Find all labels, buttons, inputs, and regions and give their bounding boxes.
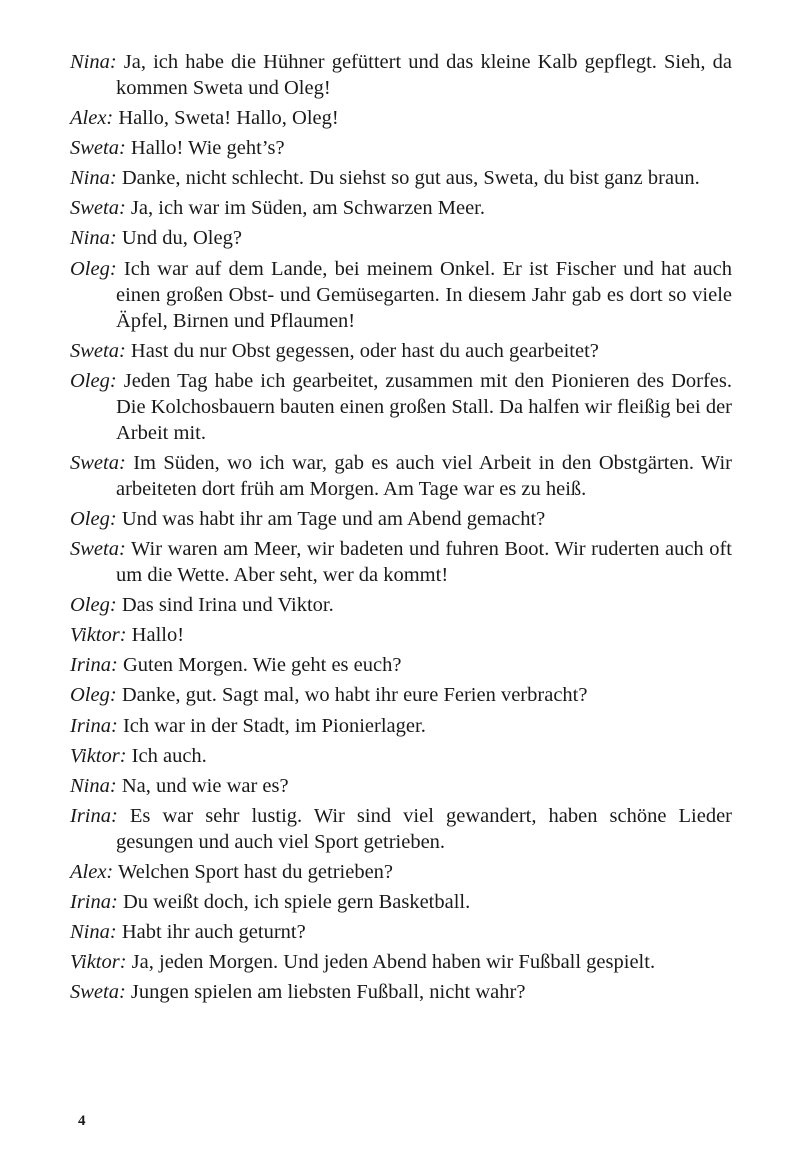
- line-text: Es war sehr lustig. Wir sind viel gewandert, haben schöne Lieder gesungen und auch viel Sport getrieben.: [116, 804, 733, 853]
- line-text: Habt ihr auch geturnt?: [121, 921, 306, 944]
- line-text: Ja, ich habe die Hühner gefüttert und das kleine Kalb gepflegt. Sieh, da kommen Sweta und Oleg!: [116, 51, 732, 99]
- speaker-name: Nina:: [70, 227, 117, 250]
- speaker-name: Viktor:: [70, 624, 127, 647]
- line-text: Hallo! Wie geht’s?: [130, 137, 285, 160]
- dialogue-line: [70, 682, 732, 708]
- line-text: Ich war auf dem Lande, bei meinem Onkel. Er ist Fischer und hat auch einen großen Obst- und Gemüsegarten. In diesem Jahr gab es dort so viele Äpfel, Birnen und Pflaumen!: [116, 257, 732, 332]
- line-text: Jungen spielen am liebsten Fußball, nicht wahr?: [130, 981, 526, 1004]
- line-text: Ich war in der Stadt, im Pionierlager.: [122, 714, 426, 737]
- speaker-name: Viktor:: [70, 744, 127, 767]
- line-text: Jeden Tag habe ich gearbeitet, zusammen mit den Pionieren des Dorfes. Die Kolchosbauern bauten einen großen Stall. Da halfen wir fleißig bei der Arbeit mit.: [116, 369, 732, 444]
- speaker-name: Sweta:: [70, 339, 126, 362]
- line-text: Und was habt ihr am Tage und am Abend gemacht?: [121, 507, 546, 530]
- dialogue-line: [70, 592, 732, 618]
- speaker-name: Nina:: [70, 774, 117, 797]
- dialogue-line: [70, 889, 732, 915]
- dialogue-line: [70, 368, 732, 446]
- line-text: Ich auch.: [131, 744, 207, 767]
- speaker-name: Oleg:: [70, 369, 117, 392]
- speaker-name: Sweta:: [70, 451, 126, 474]
- speaker-name: Alex:: [70, 107, 114, 130]
- dialogue-line: [70, 105, 732, 131]
- dialogue-text: [70, 49, 732, 1009]
- dialogue-line: [70, 979, 732, 1005]
- dialogue-line: [70, 195, 732, 221]
- speaker-name: Nina:: [70, 51, 117, 73]
- dialogue-line: [70, 743, 732, 769]
- line-text: Ja, jeden Morgen. Und jeden Abend haben wir Fußball gespielt.: [131, 951, 656, 974]
- dialogue-line: [70, 165, 732, 191]
- line-text: Ja, ich war im Süden, am Schwarzen Meer.: [130, 197, 486, 220]
- line-text: Na, und wie war es?: [121, 774, 289, 797]
- speaker-name: Oleg:: [70, 257, 117, 280]
- dialogue-line: [70, 773, 732, 799]
- dialogue-line: [70, 256, 732, 334]
- speaker-name: Nina:: [70, 167, 117, 190]
- line-text: Du weißt doch, ich spiele gern Basketball.: [122, 890, 471, 913]
- speaker-name: Oleg:: [70, 684, 117, 707]
- page-number: 4: [78, 1113, 86, 1129]
- dialogue-line: [70, 652, 732, 678]
- speaker-name: Sweta:: [70, 538, 126, 561]
- speaker-name: Alex:: [70, 860, 114, 883]
- dialogue-line: [70, 225, 732, 251]
- speaker-name: Sweta:: [70, 197, 126, 220]
- speaker-name: Nina:: [70, 921, 117, 944]
- dialogue-line: [70, 338, 732, 364]
- speaker-name: Sweta:: [70, 981, 126, 1004]
- speaker-name: Irina:: [70, 890, 118, 913]
- line-text: Wir waren am Meer, wir badeten und fuhren Boot. Wir ruderten auch oft um die Wette. Aber seht, wer da kommt!: [116, 538, 732, 587]
- dialogue-line: [70, 713, 732, 739]
- speaker-name: Irina:: [70, 804, 118, 827]
- line-text: Hallo!: [131, 624, 185, 647]
- line-text: Danke, gut. Sagt mal, wo habt ihr eure Ferien verbracht?: [121, 684, 588, 707]
- line-text: Hallo, Sweta! Hallo, Oleg!: [118, 107, 339, 130]
- dialogue-line: [70, 803, 732, 855]
- dialogue-line: [70, 622, 732, 648]
- speaker-name: Sweta:: [70, 137, 126, 160]
- line-text: Welchen Sport hast du getrieben?: [118, 860, 394, 883]
- speaker-name: Oleg:: [70, 594, 117, 617]
- speaker-name: Irina:: [70, 714, 118, 737]
- dialogue-line: [70, 450, 732, 502]
- dialogue-line: [70, 859, 732, 885]
- dialogue-line: [70, 49, 732, 101]
- dialogue-line: [70, 135, 732, 161]
- line-text: Guten Morgen. Wie geht es euch?: [122, 654, 402, 677]
- dialogue-line: [70, 919, 732, 945]
- dialogue-line: [70, 506, 732, 532]
- line-text: Hast du nur Obst gegessen, oder hast du auch gearbeitet?: [130, 339, 599, 362]
- dialogue-line: [70, 536, 732, 588]
- line-text: Das sind Irina und Viktor.: [121, 594, 334, 617]
- line-text: Und du, Oleg?: [121, 227, 242, 250]
- speaker-name: Viktor:: [70, 951, 127, 974]
- line-text: Im Süden, wo ich war, gab es auch viel Arbeit in den Obstgärten. Wir arbeiteten dort früh am Morgen. Am Tage war es zu heiß.: [116, 451, 733, 500]
- dialogue-line: [70, 949, 732, 975]
- line-text: Danke, nicht schlecht. Du siehst so gut aus, Sweta, du bist ganz braun.: [121, 167, 700, 190]
- speaker-name: Irina:: [70, 654, 118, 677]
- speaker-name: Oleg:: [70, 507, 117, 530]
